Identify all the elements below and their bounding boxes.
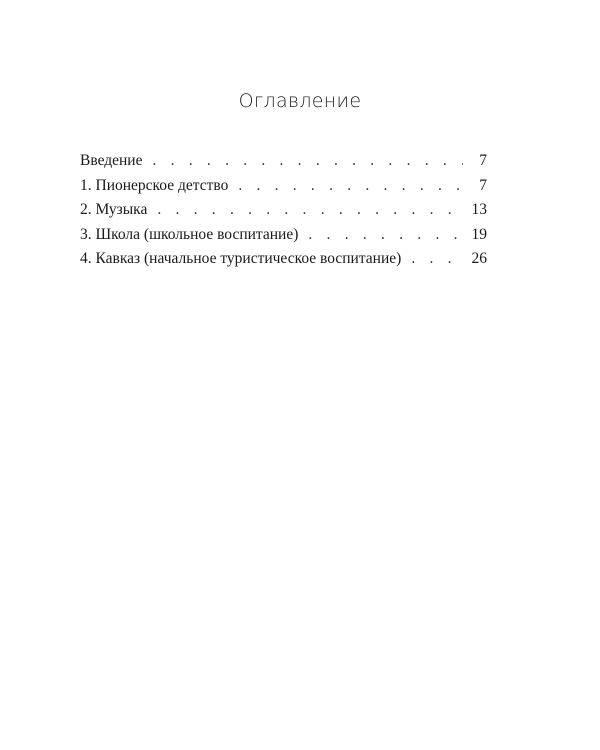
toc-dot-leader [411, 247, 463, 272]
toc-dot-leader [152, 149, 463, 174]
toc-entry-page-number: 7 [479, 152, 487, 169]
table-of-contents [80, 149, 487, 272]
toc-dot-leader [157, 198, 463, 223]
toc-entry-caucasus[interactable] [80, 247, 487, 272]
toc-entry-music[interactable] [80, 198, 487, 223]
toc-entry-introduction[interactable] [80, 149, 487, 174]
toc-entry-label: Введение [80, 152, 143, 169]
toc-entry-page-number: 19 [471, 225, 487, 243]
toc-entry-page-number: 7 [479, 176, 487, 194]
toc-entry-page-number: 26 [471, 250, 487, 267]
toc-entry-school[interactable] [80, 223, 487, 248]
toc-entry-label: 3. Школа (школьное воспитание) [80, 225, 299, 243]
toc-entry-label: 1. Пионерское детство [80, 176, 229, 194]
toc-entry-label: 4. Кавказ (начальное туристическое воспитание) [80, 250, 402, 267]
toc-dot-leader [308, 223, 463, 248]
toc-entry-pioneer-childhood[interactable] [80, 174, 487, 199]
toc-title: Оглавление [238, 90, 362, 112]
toc-entry-page-number: 13 [471, 201, 487, 218]
toc-entry-label: 2. Музыка [80, 201, 148, 218]
toc-dot-leader [238, 174, 463, 199]
